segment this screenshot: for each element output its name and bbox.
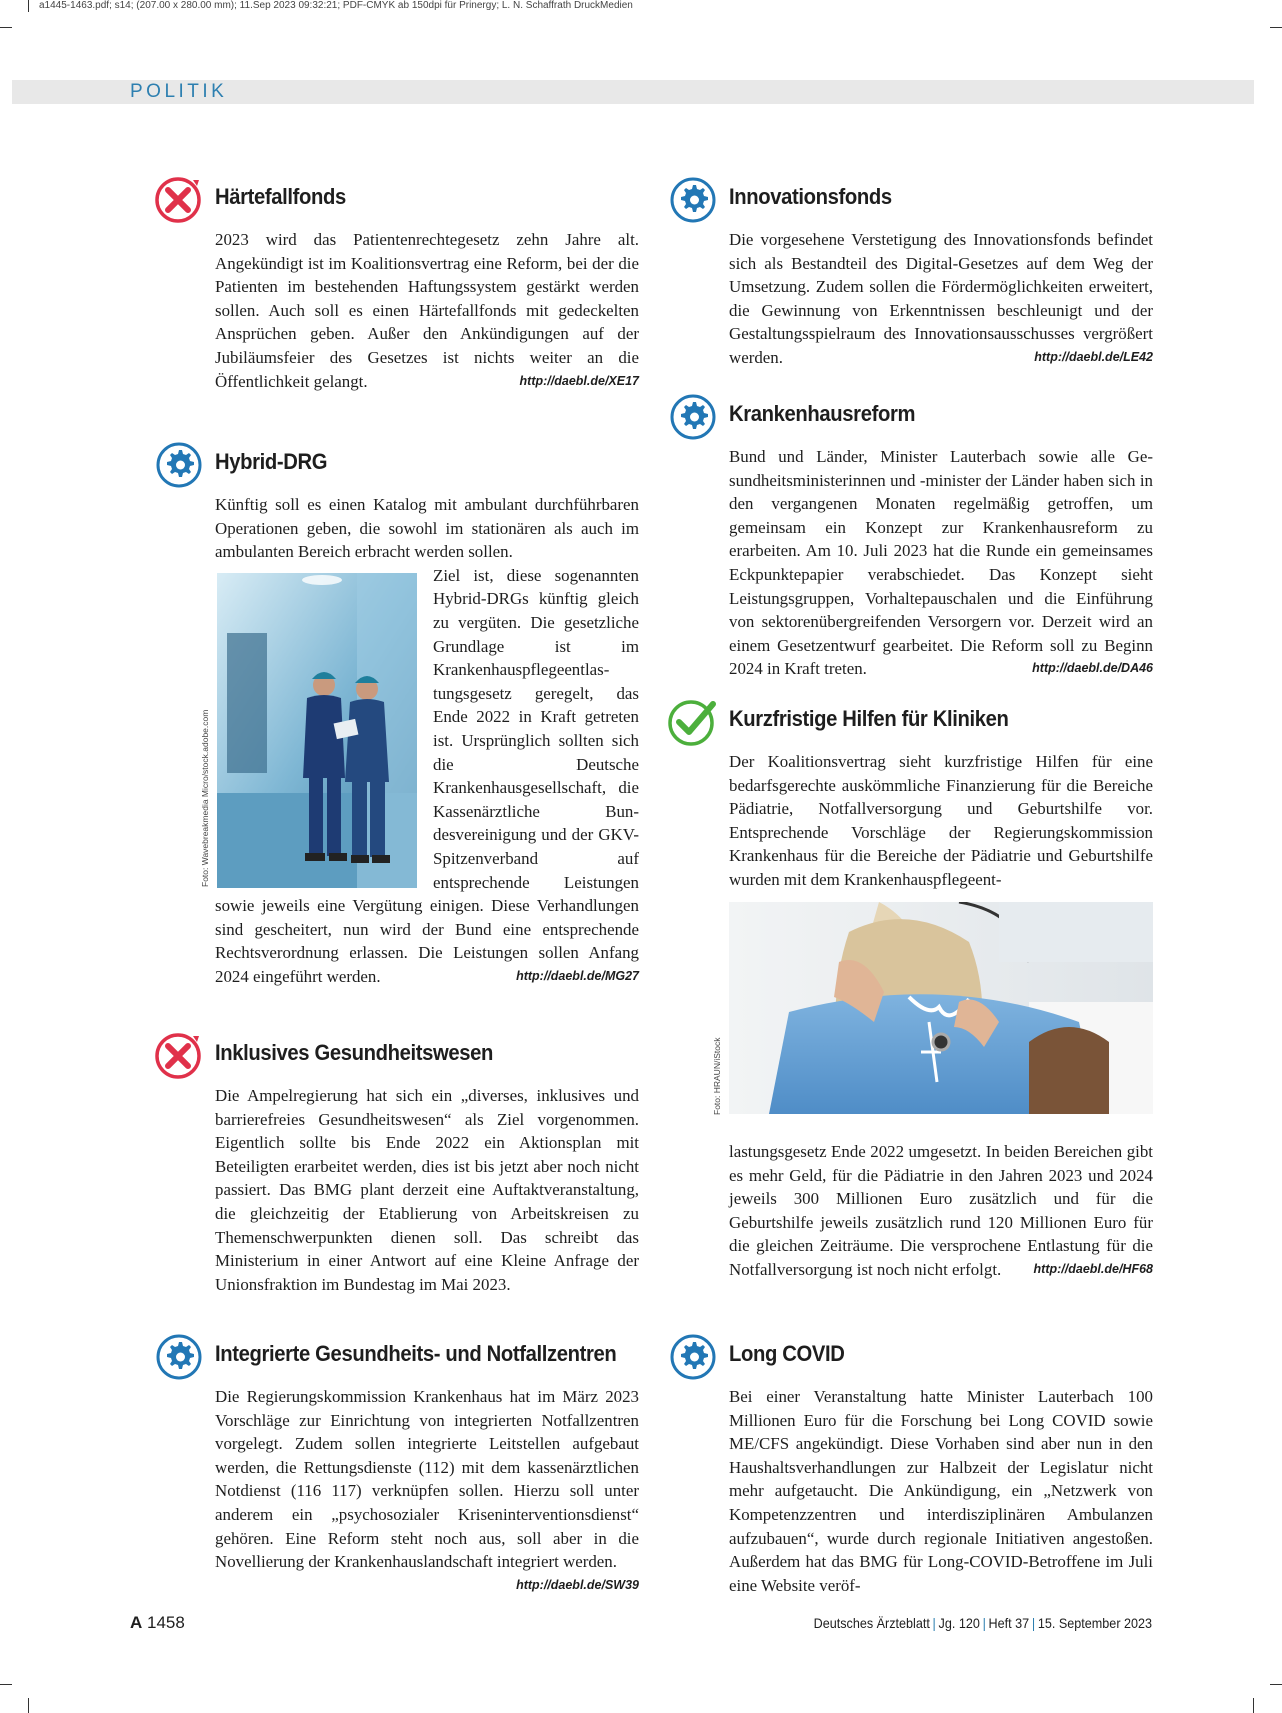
article-title: Inklusives Gesundheitswesen: [215, 1040, 494, 1065]
article-body-before: Der Koalitionsvertrag sieht kurzfristige Hilfen für eine bedarfsgerechte auskömmliche Finanzierung für die Bereiche Pädiatrie, Notfallversorgung und Geburtshilfe vor. Entsprechende Vorschläge der Regierungskommission Krankenhaus für die Bereiche der Pädiatrie und Geburtshilfe wurden mit dem Krankenhauspflegeent-: [729, 752, 1153, 889]
article-title: Integrierte Gesundheits- und Notfallzentren: [215, 1341, 617, 1366]
print-info: a1445-1463.pdf; s14; (207.00 x 280.00 mm); 11.Sep 2023 09:32:21; PDF-CMYK ab 150dpi für Prinergy; L. N. Schaffrath DruckMedien: [28, 0, 633, 12]
article-notfallzentren: [215, 1337, 639, 1597]
article-title: Kurzfristige Hilfen für Kliniken: [729, 706, 1009, 731]
article-kurzfristige: [729, 702, 1153, 892]
page-number: A 1458: [130, 1613, 185, 1632]
article-body: Die Regierungskommission Krankenhaus hat im März 2023 Vorschläge zur Einrichtung von integrierten Notfallzentren vorgelegt. Zudem sollen integrierte Leitstellen aufgebaut werden, die Rettungsdienste (112) mit dem kassenärztlichen Notdienst (116 117) verknüpfen sollen. Hierzu soll unter anderem ein „psychosozialer Kriseninterventionsdienst“ gehören. Eine Reform steht noch aus, soll aber in die Novellierung der Krankenhauslandschaft integriert werden. http://daebl.de/SW39: [215, 1385, 639, 1574]
article-body: 2023 wird das Patientenrechtegesetz zehn Jahre alt. Angekündigt ist im Koalitionsvertrag eine Reform, bei der die Patienten im bestehenden Haftungssystem gestärkt werden sollen. Auch soll es einen Härtefallfonds mit gedeckelten Ansprüchen geben. Außer den Ankündigungen auf der Jubiläumsfeier des Gesetzes ist nichts weiter an die Öffentlichkeit gelangt. http://daebl.de/XE17: [215, 228, 639, 393]
check-icon: [667, 696, 719, 748]
article-kurzfristige-continued: [729, 1140, 1153, 1282]
article-long-covid: [729, 1337, 1153, 1597]
article-link[interactable]: http://daebl.de/SW39: [516, 1577, 639, 1592]
article-krankenhausreform: [729, 397, 1153, 681]
article-body: Bei einer Veranstaltung hatte Minister Lauterbach 100 Millionen Euro für die Forschung bei Long COVID sowie ME/CFS angekündigt. Diese Vorhaben sind aber nun in den Haushaltsverhandlungen zur Halbzeit der Legislatur nicht mehr aufgetaucht. Die Ankündigung, ein „Netzwerk von Kompetenzzentren und interdisziplinären Ambulanzen aufzubauen“, wurde durch regionale Initiativen angestoßen. Außerdem hat das BMG für Long-COVID-Betroffene im Juli eine Website veröf-: [729, 1387, 1153, 1595]
crop-mark: [0, 27, 12, 28]
journal-info: Deutsches Ärzteblatt | Jg. 120 | Heft 37 | 15. September 2023: [813, 1615, 1152, 1631]
article-body: Die vorgesehene Verstetigung des Innovationsfonds befindet sich als Bestandteil des Digital-Gesetzes auf dem Weg der Umsetzung. Zudem sollen die Fördermöglichkeiten erweitert, die Gewinnung von Erkenntnissen beschleunigt und der Gestaltungsspielraum des Innovationsausschusses vergrößert werden. http://daebl.de/LE42: [729, 228, 1153, 370]
article-link[interactable]: http://daebl.de/LE42: [1034, 349, 1153, 364]
cross-icon: [153, 174, 205, 226]
article-link[interactable]: http://daebl.de/DA46: [1032, 661, 1153, 676]
article-link[interactable]: http://daebl.de/HF68: [1033, 1261, 1153, 1276]
crop-mark: [28, 1698, 29, 1713]
article-body-after: lastungsgesetz Ende 2022 umgesetzt. In beiden Bereichen gibt es mehr Geld, für die Pädiatrie in den Jahren 2023 und 2024 jeweils 300 Millionen Euro zusätzlich und für die Geburtshilfe jeweils zusätzlich rund 120 Millionen Euro für die gleichen Zeiträume. Die versprochene Entlastung für die Notfallversorgung ist noch nicht erfolgt. http://daebl.de/HF68: [729, 1140, 1153, 1282]
article-body-wrap: Ziel ist, diese sogenannten Hybrid-DRGs künftig gleich zu vergüten. Die gesetzliche Grundlage ist im Krankenhauspflegeentlastungsgesetz geregelt, das Ende 2022 in Kraft getreten ist. Ursprünglich sollten sich die Deutsche Krankenhausgesellschaft, die Kassenärztliche Bundesvereinigung und der GKV-Spitzenverband auf entsprechende Leistungen sowie jeweils eine Vergütung einigen. Diese Verhandlungen sind gescheitert, nun wird der Bund eine entsprechende Rechtsverordnung erlassen. Die Leistungen sollen Anfang 2024 eingeführt werden. http://daebl.de/MG27: [215, 564, 639, 989]
article-innovationsfonds: [729, 180, 1153, 370]
crop-mark: [0, 1684, 12, 1685]
photo-credit: Foto: HRAUN/iStock: [712, 1037, 722, 1115]
article-link[interactable]: http://daebl.de/XE17: [519, 373, 639, 388]
section-label: POLITIK: [130, 81, 228, 102]
child-doctor-photo: [729, 902, 1153, 1114]
article-title: Hybrid-DRG: [215, 449, 328, 474]
crop-mark: [1270, 1684, 1282, 1685]
article-link[interactable]: http://daebl.de/MG27: [516, 968, 639, 983]
article-body: Die Ampelregierung hat sich ein „diverses, inklusives und barrierefreies Gesundheitswesen“ als Ziel vorgenommen. Eigentlich sollte bis Ende 2022 ein Aktionsplan mit Beteiligten erarbeitet werden, dies ist bis jetzt aber noch nicht passiert. Das BMG plant derzeit eine Auftaktveranstaltung, die gleichzeitig der Etablierung von Arbeitskreisen zu Themenschwerpunkten dienen soll. Das schreibt das Ministerium in einer Antwort auf eine Kleine Anfrage der Unionsfraktion im Bundestag im Mai 2023.: [215, 1086, 639, 1294]
gear-icon: [153, 439, 205, 491]
article-title: Krankenhausreform: [729, 401, 916, 426]
article-title: Innovationsfonds: [729, 184, 892, 209]
crop-mark: [1270, 27, 1282, 28]
gear-icon: [667, 1331, 719, 1383]
hospital-photo: [217, 573, 417, 888]
gear-icon: [667, 174, 719, 226]
article-title: Härtefallfonds: [215, 184, 346, 209]
article-title: Long COVID: [729, 1341, 845, 1366]
crop-mark: [1253, 1698, 1254, 1713]
article-haertefallfonds: [215, 180, 639, 393]
gear-icon: [153, 1331, 205, 1383]
article-inklusives: [215, 1036, 639, 1296]
article-body-intro: Künftig soll es einen Katalog mit ambulant durchführbaren Operationen geben, die sowohl im stationären als auch im ambulanten Bereich erbracht werden sollen.: [215, 495, 639, 562]
cross-icon: [153, 1030, 205, 1082]
gear-icon: [667, 391, 719, 443]
article-body: Bund und Länder, Minister Lauterbach sowie alle Gesundheitsministerinnen und -minister der Länder haben sich in den vergangenen Monaten regelmäßig getroffen, um gemeinsam ein Konzept zur Krankenhausreform zu erarbeiten. Am 10. Juli 2023 hat die Runde ein gemeinsames Eckpunktepapier verabschiedet. Das Konzept sieht Leistungsgruppen, Vorhaltepauschalen und die Einführung von sektorenübergreifenden Versorgern vor. Derzeit wird an einem Gesetzentwurf gearbeitet. Die Reform soll zu Beginn 2024 in Kraft treten. http://daebl.de/DA46: [729, 445, 1153, 681]
photo-credit: Foto: Wavebreakmedia Micro/stock.adobe.com: [200, 709, 210, 887]
